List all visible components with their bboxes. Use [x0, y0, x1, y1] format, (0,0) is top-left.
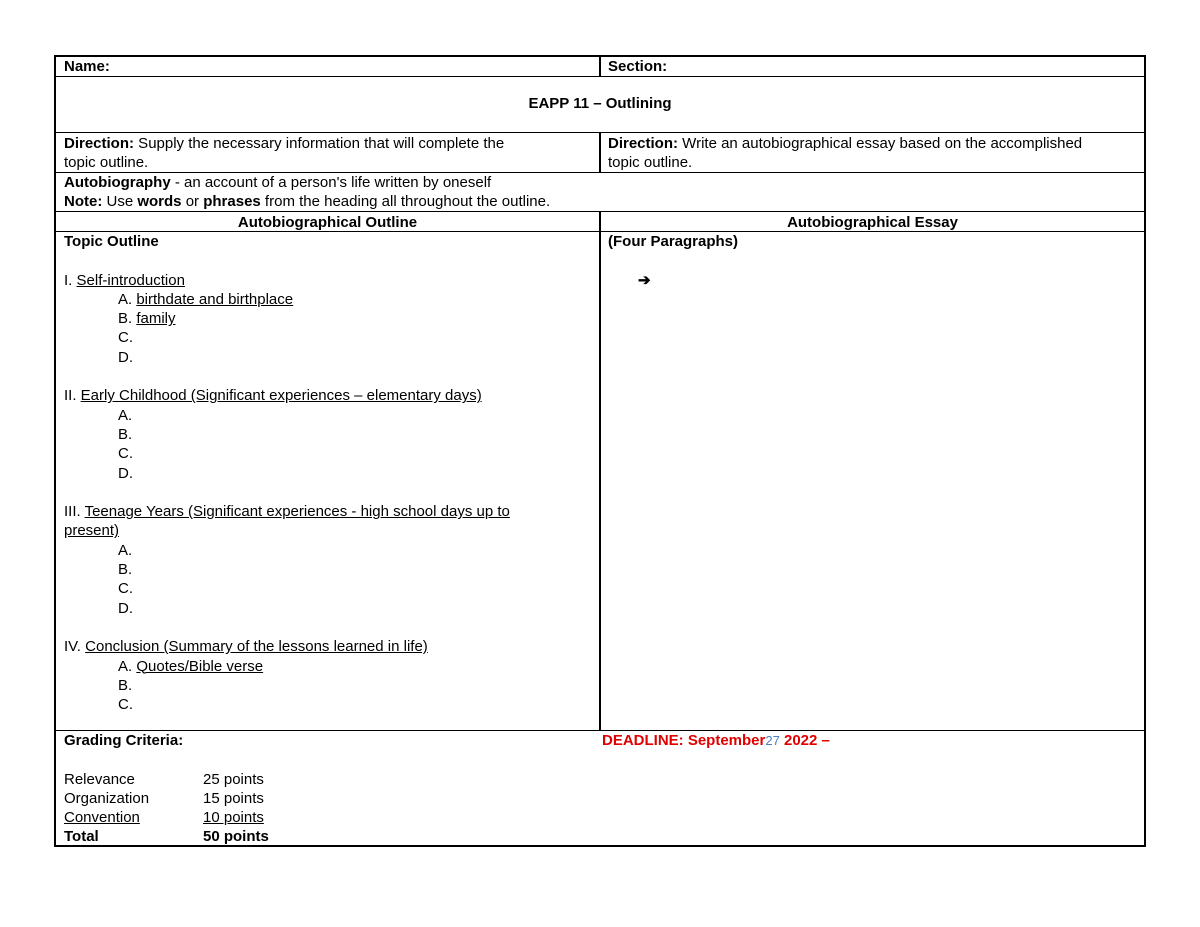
essay-heading: (Four Paragraphs) [608, 233, 739, 250]
divider [56, 231, 1144, 232]
outline-section: II. Early Childhood (Significant experiences – elementary days) [64, 387, 482, 405]
divider [56, 172, 1144, 173]
right-direction: Direction: Write an autobiographical essay based on the accomplished topic outline. [608, 135, 1083, 171]
outline-item: C. [118, 580, 133, 598]
essay-column-header: Autobiographical Essay [787, 214, 958, 231]
outline-item: C. [118, 329, 133, 347]
divider [599, 211, 601, 730]
outline-item: C. [118, 696, 133, 714]
outline-item: B. [118, 676, 133, 694]
divider [56, 76, 1144, 77]
essay-area [608, 233, 1138, 291]
outline-item: D. [118, 599, 133, 617]
outline-item: A. [118, 406, 133, 424]
grade-row: Organization 15 points [64, 789, 264, 807]
outline-item: C. [118, 445, 133, 463]
worksheet-table [54, 55, 1146, 847]
page-title: EAPP 11 – Outlining [528, 95, 672, 112]
section-label: Section: [608, 58, 668, 75]
divider [599, 132, 601, 172]
outline-section: IV. Conclusion (Summary of the lessons learned in life) [64, 638, 428, 656]
grade-row: Relevance 25 points [64, 770, 264, 788]
outline-item: B. [118, 561, 133, 579]
definition-note: Autobiography - an account of a person's life written by oneself Note: Use words or phrases from the heading all throughout the outline. [64, 174, 551, 210]
name-label: Name: [64, 58, 110, 75]
left-direction: Direction: Supply the necessary information that will complete the topic outline. [64, 135, 505, 171]
divider [599, 57, 601, 76]
deadline: DEADLINE: September27 2022 – [602, 732, 830, 749]
outline-item: D. [118, 348, 133, 366]
grade-row: Convention 10 points [64, 808, 264, 826]
outline-section: III. Teenage Years (Significant experiences - high school days up to [64, 503, 510, 521]
divider [56, 730, 1144, 731]
grade-total-row: Total 50 points [64, 827, 269, 845]
outline-column-header: Autobiographical Outline [237, 214, 418, 231]
outline-item: A. [118, 541, 133, 559]
outline-item: B. family [118, 310, 176, 328]
outline-item: A. birthdate and birthplace [118, 290, 294, 308]
outline-item: A. Quotes/Bible verse [118, 657, 264, 675]
outline-item: D. [118, 464, 133, 482]
grading-criteria: Grading Criteria: Relevance 25 points Organization 15 points Convention 10 points Total 50 points [64, 732, 594, 847]
outline-heading: Topic Outline [64, 233, 159, 250]
outline-section: I. Self-introduction [64, 271, 185, 289]
topic-outline: Topic Outline I. Self-introduction A. birthdate and birthplace B. family C. D. II. Early Childhood (Significant experiences – elementary days) A. B. C. D. III. Teenage Years (Significant experiences - high school days up to present) A. B. C. D. IV. Conclusion (Summary of the lessons learned in life) A. Quotes/Bible verse B. C. [64, 233, 594, 715]
right-arrow-icon: ➔ [638, 271, 651, 289]
outline-item: B. [118, 425, 133, 443]
date-overlay: 27 [765, 733, 780, 748]
